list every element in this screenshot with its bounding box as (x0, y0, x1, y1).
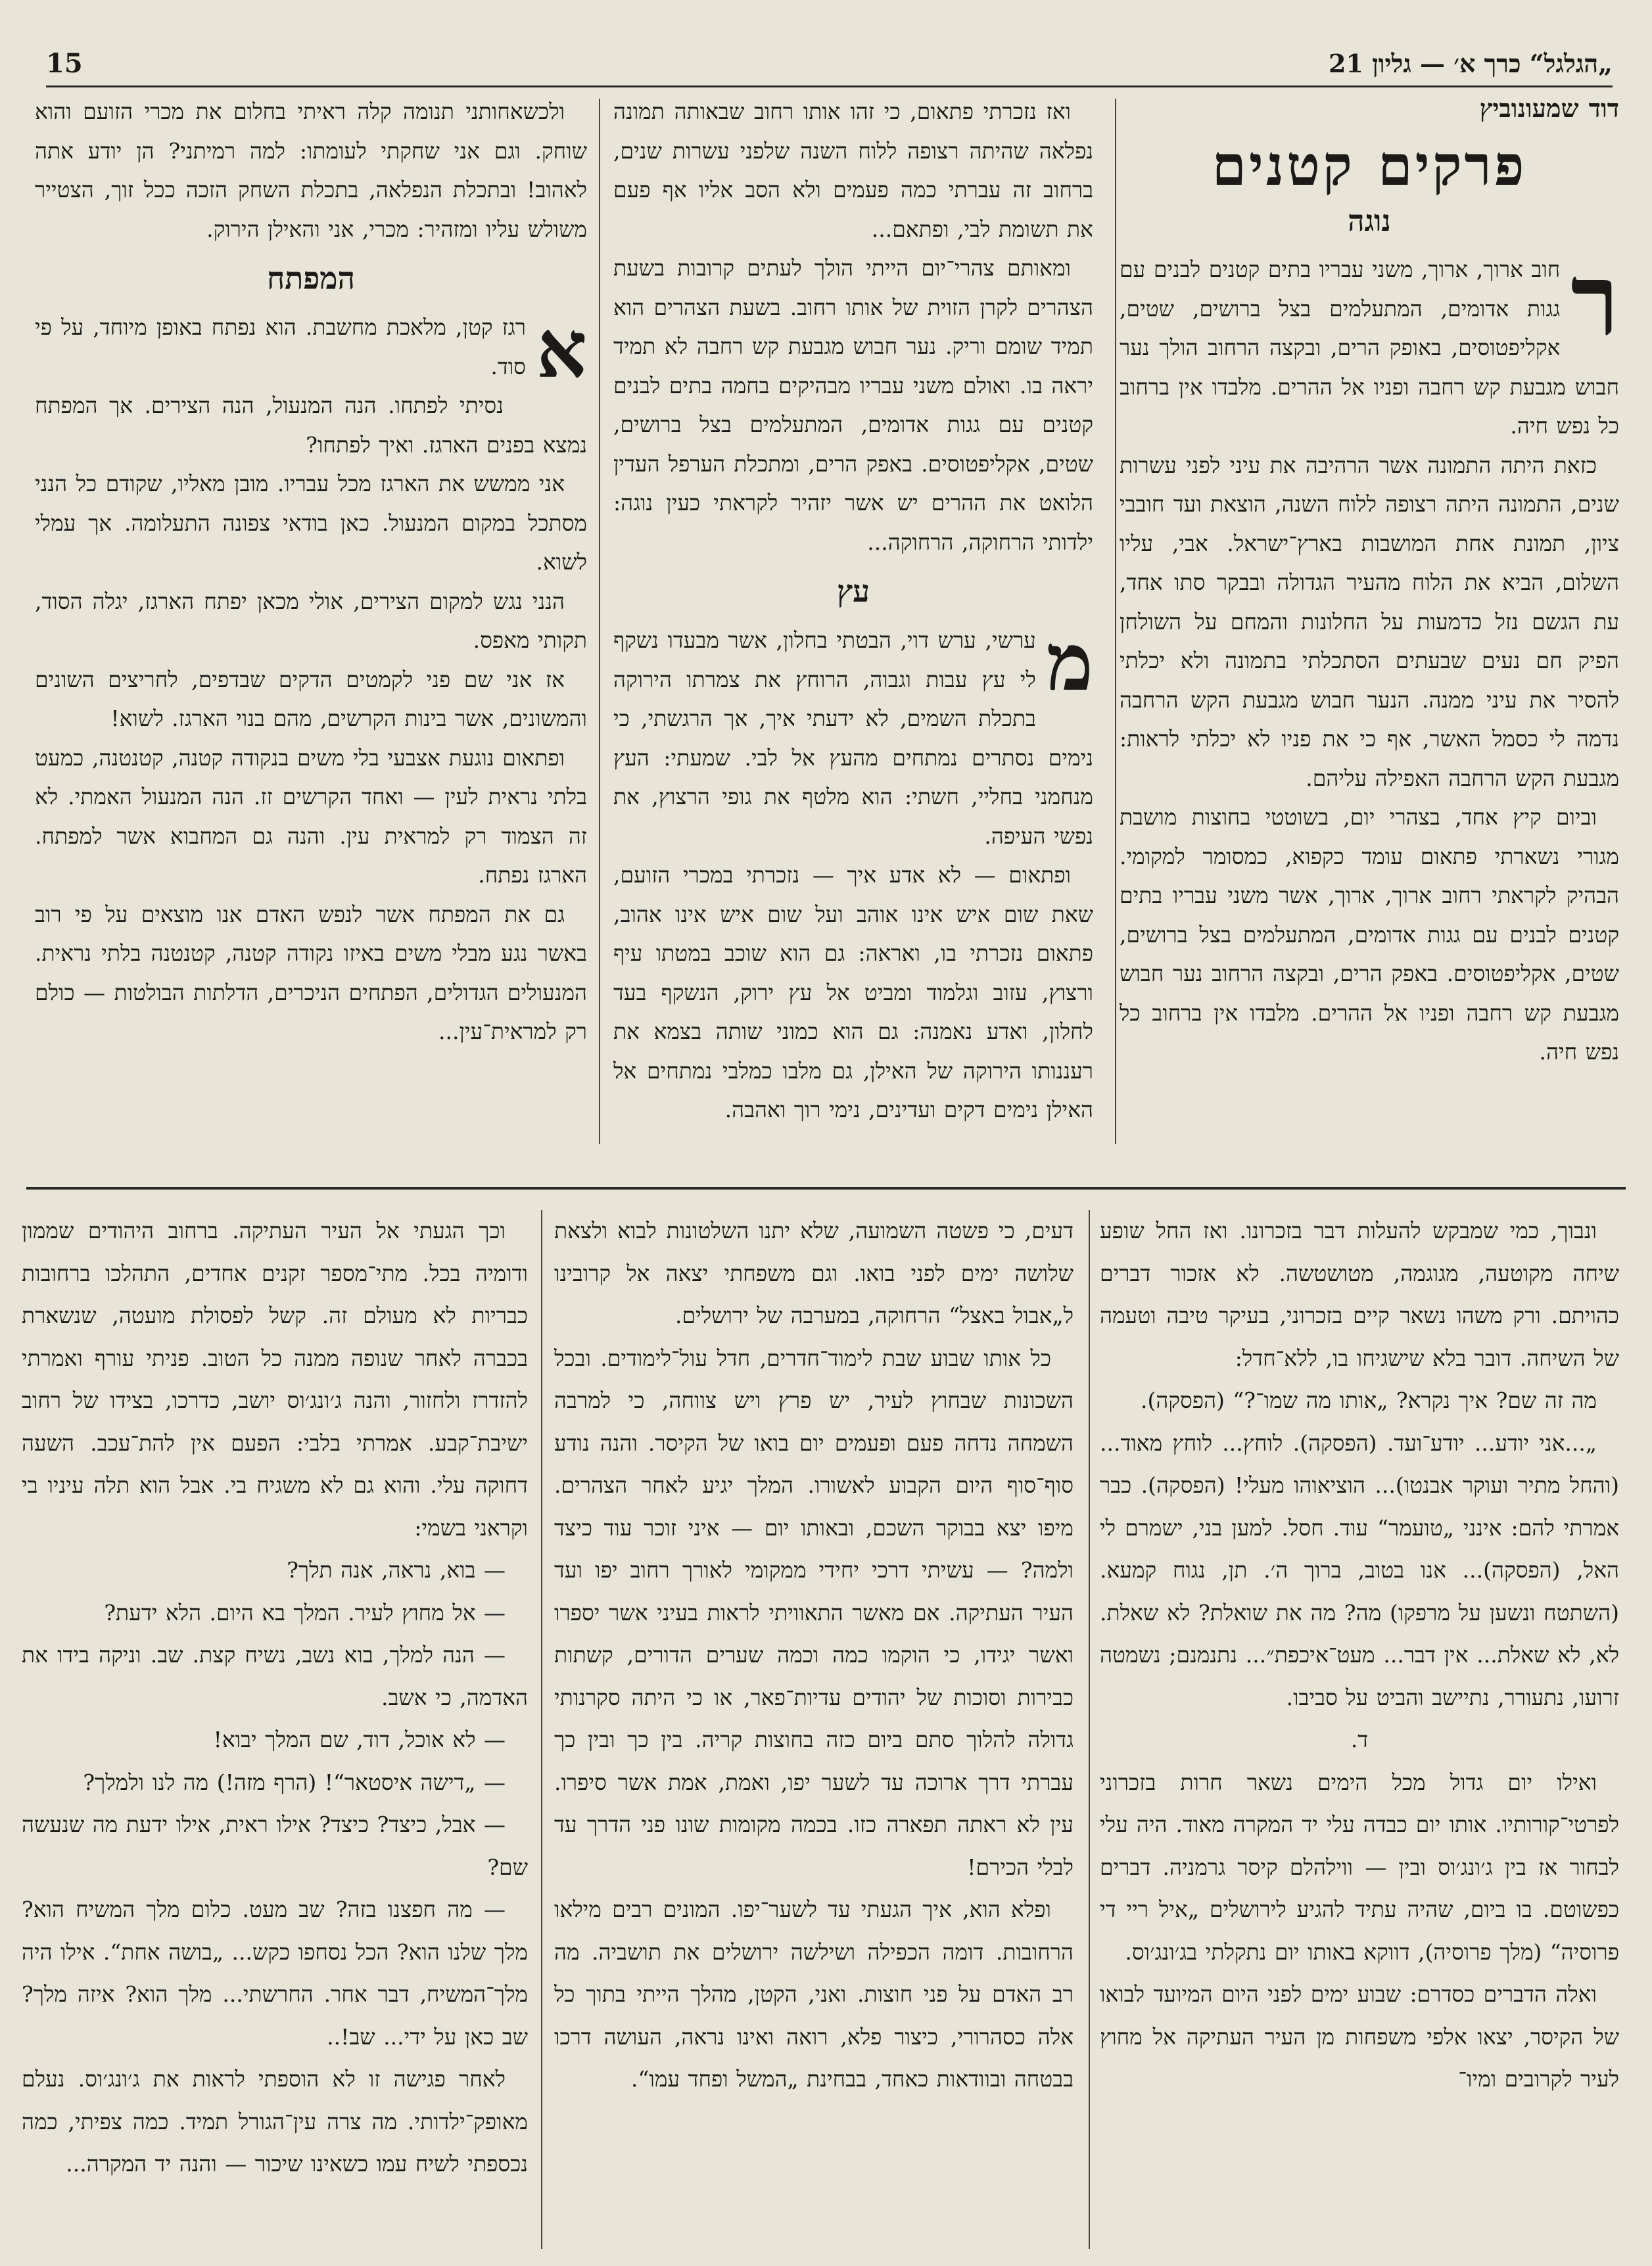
chapter-marker: ד. (1350, 1727, 1369, 1752)
story-column-3 (22, 1210, 528, 2249)
running-title: „הגלגל“ כרך א׳ — גליון 21 (1328, 49, 1613, 78)
dialogue-line: — בוא, נראה, אנה תלך? (287, 1557, 506, 1583)
paragraph: ולכשאחותני תנומה קלה ראיתי בחלום את מכרי הזועם והוא שוחק. וגם אני שחקתי לעומתו: למה רמיתני? הן יודע אתה לאהוב! ובתכלת הנפלאה, בתכלת השחק הזכה ככל זוך, הצטייר משולש עליו ומזהיר: מכרי, אני והאילן הירוק. (35, 99, 587, 242)
paragraph: כל אותו שבוע שבת לימוד־חדרים, חדל עול־לימודים. ובכל השכונות שבחוץ לעיר, יש פרץ ויש צווחה, כי למרבה השמחה נדחה פעם ופעמים יום בואו של הקיסר. והנה נודע סוף־סוף היום הקבוע לאשורו. המלך יגיע לאחר הצהרים. מיפו יצא בבוקר השכם, ובאותו יום — איני זוכר עוד כיצד ולמה? — עשיתי דרכי יחידי ממקומי לאורך רחוב יפו ועד העיר העתיקה. אם מאשר התאוויתי לראות בעיני אשר יספרו ואשר יגידו, כי הוקמו כמה וכמה שערים הדורים, קשתות כבירות וסוכות של יהודים עדיות־פאר, או כי היתה סקרנותי גדולה להלוך סתם ביום כזה בחוצות קריה. בין כך ובין כך עברתי דרך ארוכה עד לשער יפו, ואמת, אמת אשר סיפרו. עין לא ראתה תפארה כזו. בכמה מקומות שונו פני הדרך עד לבלי הכירם! (554, 1345, 1074, 1880)
paragraph: וביום קיץ אחד, בצהרי יום, בשוטטי בחוצות מושבת מגורי נשארתי פתאום עומד כקפוא, כמסומר למקומי. הבהיק לקראתי רחוב ארוך, ארוך, אשר משני עבריו בתים קטנים לבנים עם גגות אדומים, המתעלמים בצל ברושים, שטים, אקליפטוסים. באפק הרים, ובקצה הרחוב נער חבוש מגבעת קש רחבה ופניו אל ההרים. מלבדו אין ברחוב כל נפש חיה. (1120, 804, 1619, 1065)
paragraph: ערשי, ערש דוי, הבטתי בחלון, אשר מבעדו נשקף לי עץ עבות וגבוה, הרוחץ את צמרתו הירוקה בתכלת השמים, לא ידעתי איך, אך הרגשתי, כי נימים נסתרים נמתחים מהעץ אל לבי. שמעתי: העץ מנחמני בחליי, חשתי: הוא מלטף את גופי הרצוץ, את נפשי העיפה. (613, 627, 1093, 849)
paragraph: ונבוך, כמי שמבקש להעלות דבר בזכרונו. ואז החל שופע שיחה מקוטעה, מגוגמה, מטושטשה. לא אזכור דברים כהויתם. ורק משהו נשאר קיים בזכרוני, בעיקר טיבה וטעמה של השיחה. דובר בלא שישגיחו בו, ללא־חדל: (1100, 1218, 1619, 1371)
section-heading-etz: עץ (837, 573, 870, 609)
column-rule (1089, 1210, 1090, 2249)
paragraph: אני ממשש את הארגז מכל עבריו. מובן מאליו, שקודם כל הנני מסתכל במקום המנעול. כאן בודאי צפונה התעלומה. אך עמלי לשוא. (35, 471, 587, 575)
paragraph: דעים, כי פשטה השמועה, שלא יתנו השלטונות לבוא ולצאת שלושה ימים לפני בואו. וגם משפחתי יצאה אל קרובינו ל„אבול באצל“ הרחוקה, במערבה של ירושלים. (554, 1218, 1074, 1328)
article-title: פרקים קטנים (1212, 133, 1527, 198)
story-column-2 (554, 1210, 1074, 2249)
dialogue-line: — „דישה איסטאר“! (הרף מזה!) מה לנו ולמלך? (83, 1769, 506, 1795)
article-author: דוד שמעונוביץ (1479, 93, 1619, 123)
paragraph: הנני נגש למקום הצירים, אולי מכאן יפתח הארגז, יגלה הסוד, תקותי מאפס. (35, 588, 587, 653)
paragraph: רגז קטן, מלאכת מחשבת. הוא נפתח באופן מיוחד, על פי סוד. (35, 314, 526, 379)
dialogue-line: — אל מחוץ לעיר. המלך בא היום. הלא ידעת? (104, 1599, 506, 1626)
paragraph: נסיתי לפתחו. הנה המנעול, הנה הצירים. אך המפתח נמצא בפנים הארגז. ואיך לפתחו? (35, 393, 587, 458)
paragraph: ופתאום נוגעת אצבעי בלי משים בנקודה קטנה, קטנטנה, כמעט בלתי נראית לעין — ואחד הקרשים זז. הנה המנעול האמתי. לא זה הצמוד רק למראית עין. והנה גם המחבוא אשר למפתח. הארגז נפתח. (35, 744, 587, 888)
dropcap-mafteach: א (536, 303, 587, 396)
dialogue-line: — מה חפצנו בזה? שב מעט. כלום מלך המשיח הוא? מלך שלנו הוא? הכל נסחפו כקש... „בושה אחת“. אילו היה מלך־המשיח, דבר אחר. החרשתי... מלך הוא? איזה מלך? שב כאן על ידי... שב!.. (22, 1896, 528, 2050)
paragraph: ופלא הוא, איך הגעתי עד לשער־יפו. המונים רבים מילאו הרחובות. דומה הכפילה ושילשה ירושלים את תושביה. מה רב האדם על פני חוצות. ואני, הקטן, מהלך הייתי בתוך כל אלה כסהרורי, כיצור פלא, רואה ואינו נראה, העושה דרכו בבטחה ובוודאות כאחד, בבחינת „המשל ופחד עמו“. (554, 1896, 1074, 2092)
dialogue-line: — הנה למלך, בוא נשב, נשיח קצת. שב. וניקה בידו את האדמה, כי אשב. (22, 1642, 528, 1710)
paragraph: ואילו יום גדול מכל הימים נשאר חרות בזכרוני לפרטי־קורותיו. אותו יום כבדה עלי יד המקרה מאוד. היה עלי לבחור אז בין ג׳ונג׳וס ובין — ווילהלם קיסר גרמניה. דברים כפשוטם. בו ביום, שהיה עתיד להגיע לירושלים „איל ריי די פרוסיה“ (מלך פרוסיה), דווקא באותו יום נתקלתי בג׳ונג׳וס. (1100, 1769, 1619, 1965)
paragraph: ואלה הדברים כסדרם: שבוע ימים לפני היום המיועד לבואו של הקיסר, יצאו אלפי משפחות מן העיר העתיקה אל מחוץ לעיר לקרובים ומיו־ (1100, 1981, 1619, 2092)
article-column-1 (1120, 92, 1619, 1144)
dialogue-line: — אבל, כיצד? כיצד? אילו ראית, אילו ידעת מה שנעשה שם? (22, 1812, 528, 1880)
paragraph: לאחר פגישה זו לא הוספתי לראות את ג׳ונג׳וס. נעלם מאופק־ילדותי. מה צרה עין־הגורל תמיד. כמה צפיתי, כמה נכספתי לשיח עמו כשאינו שיכור — והנה יד המקרה... (22, 2066, 528, 2177)
article-column-3 (35, 92, 587, 1144)
dropcap-noga: ר (1570, 243, 1619, 358)
column-rule (541, 1210, 542, 2249)
paragraph: מה זה שם? איך נקרא? „אותו מה שמו־?“ (הפסקה). (1141, 1387, 1597, 1413)
paragraph: גם את המפתח אשר לנפש האדם אנו מוצאים על פי רוב באשר נגע מבלי משים באיזו נקודה קטנה, קטנטנה בלתי נראית. המנעולים הגדולים, הפתחים הניכרים, הדלתות הבולטות — כולם רק למראית־עין... (35, 901, 587, 1044)
section-heading-noga: נוגה (1348, 205, 1391, 238)
paragraph: „...אני יודע... יודע־ועד. (הפסקה). לוחץ... לוחץ מאוד... (והחל מתיר ועוקר אבנטו)... הוציאוהו מעלי! (הפסקה). כבר אמרתי להם: אינני „טועמר“ עוד. חסל. למען בני, ישמרם לי האל, (הפסקה)... אנו בטוב, ברוך ה׳. תן, נגוח קמעא. (השתטח ונשען על מרפקו) מה? מה את שואלת? לא שאלת. לא, לא שאלת... אין דבר... מעט־איכפת״... נתנמנם; נשמטה זרועו, נתעורר, נתיישב והביט על סביבו. (1100, 1430, 1619, 1710)
page-number: 15 (46, 48, 83, 79)
paragraph: וכך הגעתי אל העיר העתיקה. ברחוב היהודים שממון ודומיה בכל. מתי־מספר זקנים אחדים, התהלכו ברחובות כבריות לא מעולם זה. קשל לפסולת מועטה, שנשארת בכברה לאחר שנופה ממנה כל הטוב. פניתי עורף ואמרתי להזדרז ולחזור, והנה ג׳ונג׳וס יושב, כדרכו, בצידו של רחוב ישיבת־קבע. אמרתי בלבי: הפעם אין להת־עכב. השעה דחוקה עלי. והוא גם לא משגיח בי. אבל הוא תלה עיניו בי וקראני בשמי: (22, 1218, 528, 1541)
section-heading-mafteach: המפתח (266, 260, 356, 296)
story-column-1 (1100, 1210, 1619, 2249)
paragraph: חוב ארוך, ארוך, משני עבריו בתים קטנים לבנים עם גגות אדומים, המתעלמים בצל ברושים, שטים, אקליפטוסים, באופק הרים, ובקצה הרחוב הולך נער חבוש מגבעת קש רחבה ופניו אל ההרים. מלבדו אין ברחוב כל נפש חיה. (1120, 256, 1619, 439)
running-header (46, 26, 1613, 87)
paragraph: ואז נזכרתי פתאום, כי זהו אותו רחוב שבאותה תמונה נפלאה שהיתה רצופה ללוח השנה שלפני עשרות שנים, ברחוב זה עברתי כמה פעמים ולא הסב אליו אף פעם את תשומת לבי, ופתאם... (613, 99, 1093, 242)
paragraph: כזאת היתה התמונה אשר הרהיבה את עיני לפני עשרות שנים, התמונה היתה רצופה ללוח השנה, הוצאת ועד חובבי ציון, תמונת אחת המושבות בארץ־ישראל. אבי, עליו השלום, הביא את הלוח מהעיר הגדולה ובבקר סתו אחד, עת הגשם נזל כדמעות על החלונות והמחם על השולחן הפיק חם נעים שבעתים הסתכלתי בתמונה ולא יכלתי להסיר את עיני ממנה. הנער חבוש מגבעת הקש הרחבה נדמה לי כסמל האשר, אף כי את פניו לא יכלתי לראות: מגבעת הקש הרחבה האפילה עליהם. (1120, 452, 1619, 791)
section-divider (26, 1187, 1626, 1190)
paragraph: ומאותם צהרי־יום הייתי הולך לעתים קרובות בשעת הצהרים לקרן הזוית של אותו רחוב. בשעת הצהרים הוא תמיד שומם וריק. נער חבוש מגבעת קש רחבה לא תמיד יראה בו. ואולם משני עבריו מבהיקים בחמה בתים לבנים קטנים עם גגות אדומים, המתעלמים בצל ברושים, שטים, אקליפטוסים. באפק הרים, ומתכלת הערפל העדין הלואט את ההרים יש אשר יזהיר לקראתי כעין נוגה: ילדותי הרחוקה, הרחוקה... (613, 255, 1093, 555)
paragraph: ופתאום — לא אדע איך — נזכרתי במכרי הזועם, שאת שום איש אינו אוהב ועל שום איש אינו אהוב, פתאום נזכרתי בו, ואראה: גם הוא שוכב במטתו עיף ורצוץ, עזוב וגלמוד ומביט אל עץ ירוק, הנשקף בעד לחלון, ואדע נאמנה: גם הוא כמוני שותה בצמא את רעננותו הירוקה של האילן, גם מלבו כמלבי נמתחים אל האילן נימים דקים ועדינים, נימי רוך ואהבה. (613, 862, 1093, 1122)
dialogue-line: — לא אוכל, דוד, שם המלך יבוא! (213, 1727, 506, 1752)
column-rule (1115, 99, 1116, 1144)
dropcap-etz: מ (1046, 616, 1093, 709)
column-rule (599, 99, 600, 1144)
paragraph: אז אני שם פני לקמטים הדקים שבדפים, לחריצים השונים והמשונים, אשר בינות הקרשים, מהם בנוי הארגז. לשוא! (35, 666, 587, 731)
article-column-2 (613, 92, 1093, 1144)
